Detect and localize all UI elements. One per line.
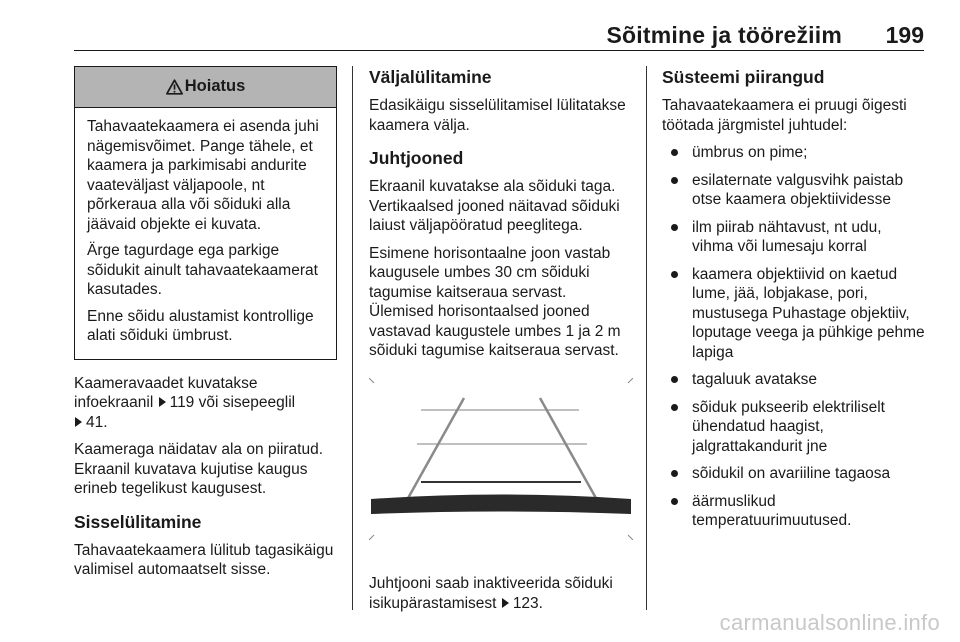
warning-box bbox=[74, 66, 337, 360]
column-divider-right bbox=[646, 66, 647, 610]
list-item: esilaternate valgusvihk paistab otse kaamera objektiividesse bbox=[662, 171, 926, 210]
bullet-icon bbox=[671, 149, 678, 156]
heading-guidelines: Juhtjooned bbox=[369, 148, 464, 168]
bullet-icon bbox=[671, 498, 678, 505]
cross-reference-arrow-icon bbox=[502, 598, 509, 608]
warning-triangle-icon bbox=[166, 79, 183, 95]
list-item: ümbrus on pime; bbox=[662, 143, 926, 163]
paragraph-guidelines: Ekraanil kuvatakse ala sõiduki taga. Vertikaalsed jooned näitavad sõiduki laiust väljapööratud peeglitega. bbox=[369, 178, 620, 234]
paragraph-deactivation: Edasikäigu sisselülitamisel lülitatakse kaamera välja. bbox=[369, 97, 626, 134]
list-item: tagaluuk avatakse bbox=[662, 370, 926, 390]
paragraph-activation: Tahavaatekaamera lülitub tagasikäigu valimisel automaatselt sisse. bbox=[74, 541, 334, 578]
figure-caption: Juhtjooni saab inaktiveerida sõiduki isikupärastamisest 123. bbox=[369, 575, 613, 612]
warning-header bbox=[75, 67, 336, 108]
limitations-list bbox=[662, 143, 926, 531]
xref-link[interactable]: 41. bbox=[86, 413, 108, 431]
warning-paragraph: Ärge tagurdage ega parkige sõidukit ainult tahavaatekaamerat kasutades. bbox=[87, 242, 318, 298]
rear-camera-guidelines-figure bbox=[369, 378, 633, 540]
bullet-icon bbox=[671, 404, 678, 411]
list-item: äärmuslikud temperatuurimuutused. bbox=[662, 492, 926, 531]
bullet-icon bbox=[671, 376, 678, 383]
page-title: Sõitmine ja töörežiim bbox=[606, 22, 842, 48]
watermark: carmanualsonline.info bbox=[719, 610, 940, 635]
bullet-icon bbox=[671, 177, 678, 184]
paragraph-horizontal-lines: Esimene horisontaalne joon vastab kaugusele umbes 30 cm sõiduki tagumise kaitseraua servast. Ülemised horisontaalsed jooned vastavad kaugustele umbes 1 ja 2 m sõiduki tagumise kaitseraua servast. bbox=[369, 244, 621, 359]
column-right bbox=[662, 66, 926, 539]
list-item: kaamera objektiivid on kaetud lume, jää, lobjakase, pori, mustusega Puhastage objektiiv, loputage veega ja pühkige pehme lapiga bbox=[662, 265, 926, 363]
paragraph-limitations-intro: Tahavaatekaamera ei pruugi õigesti töötada järgmistel juhtudel: bbox=[662, 97, 907, 134]
column-middle bbox=[369, 66, 635, 369]
bullet-icon bbox=[671, 271, 678, 278]
warning-paragraph: Tahavaatekaamera ei asenda juhi nägemisvõimet. Pange tähele, et kaamera ja parkimisabi andurite vaateväljast väljapoole, nt põrkeraua alla või sõiduki alla jäävaid objekte ei kuvata. bbox=[87, 118, 319, 233]
paragraph-camera-area: Kaameraga näidatav ala on piiratud. Ekraanil kuvatava kujutise kaugus erineb tegelikust kaugusest. bbox=[74, 441, 324, 497]
cross-reference-arrow-icon bbox=[159, 397, 166, 407]
paragraph-camera-view: Kaameravaadet kuvatakse infoekraanil 119 või sisepeeglil 41. bbox=[74, 374, 296, 431]
bullet-icon bbox=[671, 224, 678, 231]
list-item: sõiduk pukseerib elektriliselt ühendatud haagist, jalgrattakandurit jne bbox=[662, 398, 926, 457]
page-number: 199 bbox=[885, 22, 924, 48]
header-rule bbox=[74, 50, 924, 51]
xref-link[interactable]: 123. bbox=[512, 594, 543, 612]
warning-title: Hoiatus bbox=[184, 77, 246, 96]
column-left bbox=[74, 66, 337, 588]
heading-activation: Sisselülitamine bbox=[74, 511, 202, 532]
heading-limitations: Süsteemi piirangud bbox=[662, 67, 825, 87]
bullet-icon bbox=[671, 470, 678, 477]
heading-deactivation: Väljalülitamine bbox=[369, 67, 492, 87]
warning-body bbox=[75, 108, 336, 359]
xref-link[interactable]: 119 või sisepeeglil bbox=[169, 394, 296, 411]
list-item: ilm piirab nähtavust, nt udu, vihma või lumesaju korral bbox=[662, 218, 926, 257]
warning-paragraph: Enne sõidu alustamist kontrollige alati sõiduki ümbrust. bbox=[87, 307, 314, 344]
list-item: sõidukil on avariiline tagaosa bbox=[662, 464, 926, 484]
column-divider-left bbox=[352, 66, 353, 610]
cross-reference-arrow-icon bbox=[75, 417, 82, 427]
